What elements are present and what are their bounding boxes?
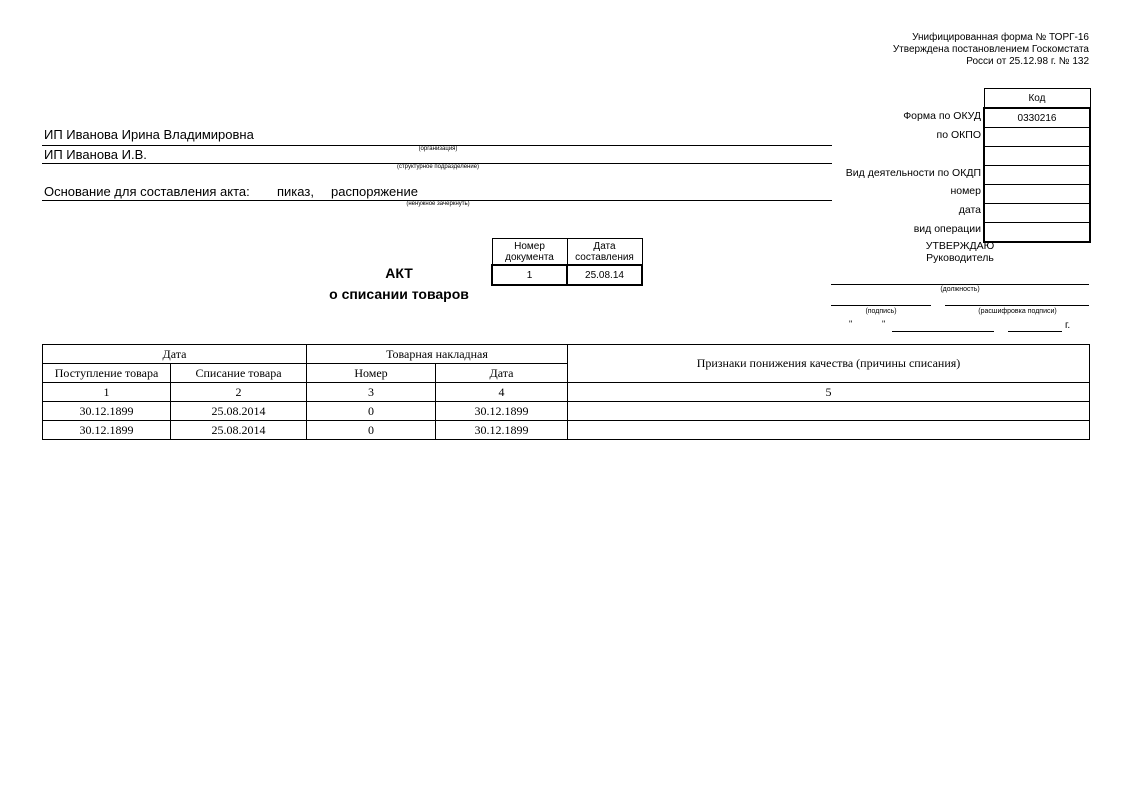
writeoff-table bbox=[42, 344, 1090, 440]
approval-block bbox=[900, 240, 1020, 264]
header-writeoff: Списание товара bbox=[171, 364, 307, 383]
header-invoice-date: Дата bbox=[436, 364, 568, 383]
invoice-number-cell[interactable]: 0 bbox=[307, 421, 436, 440]
doc-date-cell[interactable]: 25.08.14 bbox=[567, 265, 642, 285]
doc-number-value[interactable] bbox=[984, 185, 1090, 204]
signature-caption: (подпись) bbox=[865, 308, 897, 315]
position-caption: (должность) bbox=[940, 286, 980, 293]
quality-cell[interactable] bbox=[568, 421, 1090, 440]
doc-date-label: дата bbox=[958, 204, 981, 216]
header-receipt: Поступление товара bbox=[43, 364, 171, 383]
division-name: ИП Иванова И.В. bbox=[44, 147, 147, 162]
form-reference-line1: Унифицированная форма № ТОРГ-16 bbox=[912, 32, 1089, 43]
form-reference-line2: Утверждена постановлением Госкомстата bbox=[892, 44, 1089, 55]
okud-label: Форма по ОКУД bbox=[903, 110, 981, 122]
doc-number-header: Номер документа bbox=[492, 239, 567, 266]
form-reference-line3: Росси от 25.12.98 г. № 132 bbox=[966, 56, 1089, 67]
table-row bbox=[43, 421, 1090, 440]
organization-caption: (организация) bbox=[418, 146, 458, 152]
header-quality: Признаки понижения качества (причины списания) bbox=[568, 345, 1090, 383]
basis-option-order: пиказ, bbox=[277, 184, 314, 199]
blank-code-value[interactable] bbox=[984, 147, 1090, 166]
organization-name: ИП Иванова Ирина Владимировна bbox=[44, 127, 254, 142]
doc-number-label: номер bbox=[950, 185, 981, 197]
okud-value[interactable]: 0330216 bbox=[984, 108, 1090, 128]
act-subtitle: о списании товаров bbox=[329, 286, 469, 302]
date-month-line bbox=[892, 331, 994, 332]
doc-date-header: Дата составления bbox=[567, 239, 642, 266]
codes-table bbox=[983, 88, 1091, 243]
okpo-label: по ОКПО bbox=[936, 129, 981, 141]
act-title: АКТ bbox=[385, 265, 413, 281]
header-invoice-number: Номер bbox=[307, 364, 436, 383]
position-line bbox=[831, 284, 1089, 285]
doc-number-cell[interactable]: 1 bbox=[492, 265, 567, 285]
col-number: 2 bbox=[171, 383, 307, 402]
receipt-date-cell[interactable]: 30.12.1899 bbox=[43, 402, 171, 421]
signature-line bbox=[831, 305, 931, 306]
basis-caption: (ненужное зачеркнуть) bbox=[406, 201, 470, 207]
form-reference bbox=[893, 32, 1089, 68]
column-number-row bbox=[43, 383, 1090, 402]
date-year-line bbox=[1008, 331, 1062, 332]
date-quote-open: " bbox=[849, 319, 853, 329]
codes-header: Код bbox=[984, 89, 1090, 109]
year-suffix: г. bbox=[1065, 320, 1071, 331]
table-row bbox=[43, 402, 1090, 421]
basis-option-directive: распоряжение bbox=[331, 184, 418, 199]
quality-cell[interactable] bbox=[568, 402, 1090, 421]
header-invoice-group: Товарная накладная bbox=[307, 345, 568, 364]
date-quote-close: " bbox=[882, 319, 886, 329]
col-number: 4 bbox=[436, 383, 568, 402]
okdp-value[interactable] bbox=[984, 166, 1090, 185]
basis-label: Основание для составления акта: bbox=[44, 184, 250, 199]
invoice-date-cell[interactable]: 30.12.1899 bbox=[436, 402, 568, 421]
okpo-value[interactable] bbox=[984, 128, 1090, 147]
division-caption: (структурное подразделение) bbox=[396, 164, 480, 170]
okdp-label: Вид деятельности по ОКДП bbox=[845, 167, 981, 179]
writeoff-date-cell[interactable]: 25.08.2014 bbox=[171, 402, 307, 421]
receipt-date-cell[interactable]: 30.12.1899 bbox=[43, 421, 171, 440]
col-number: 1 bbox=[43, 383, 171, 402]
operation-type-label: вид операции bbox=[913, 223, 981, 235]
decode-caption: (расшифровка подписи) bbox=[978, 308, 1057, 315]
invoice-date-cell[interactable]: 30.12.1899 bbox=[436, 421, 568, 440]
head-text: Руководитель bbox=[926, 252, 994, 264]
document-number-table bbox=[491, 238, 643, 286]
writeoff-date-cell[interactable]: 25.08.2014 bbox=[171, 421, 307, 440]
col-number: 5 bbox=[568, 383, 1090, 402]
invoice-number-cell[interactable]: 0 bbox=[307, 402, 436, 421]
doc-date-value[interactable] bbox=[984, 204, 1090, 223]
approve-text: УТВЕРЖДАЮ bbox=[925, 240, 995, 252]
col-number: 3 bbox=[307, 383, 436, 402]
header-date-group: Дата bbox=[43, 345, 307, 364]
decode-line bbox=[945, 305, 1089, 306]
